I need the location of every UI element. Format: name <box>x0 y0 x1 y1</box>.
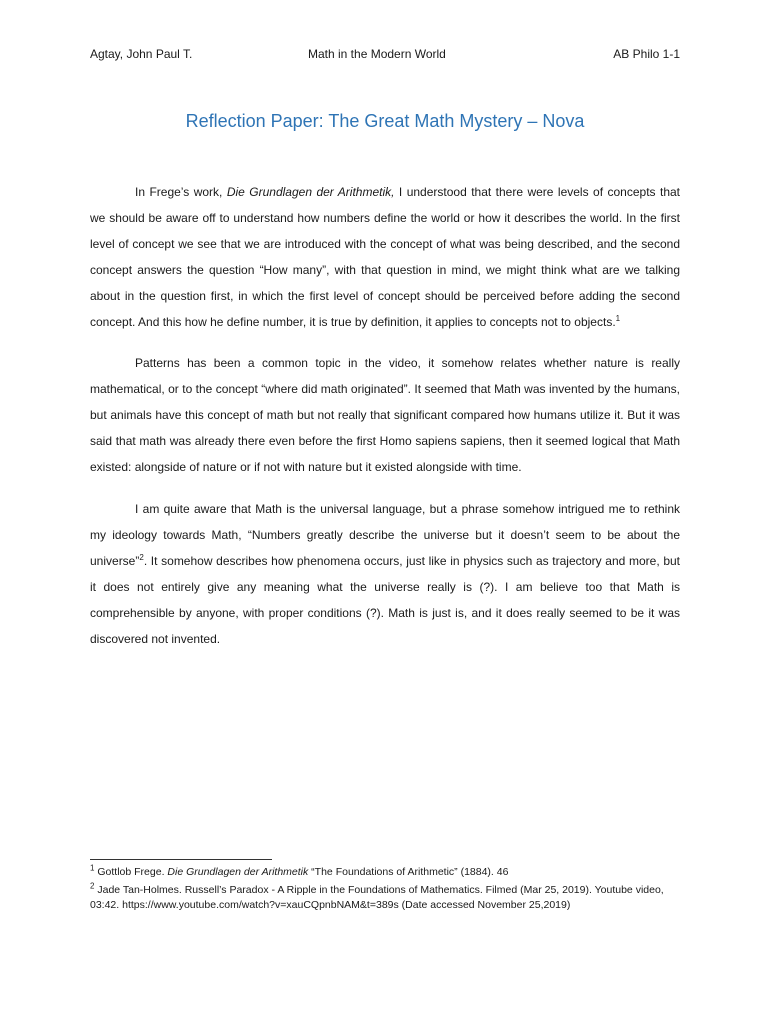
footnote-ref-2: 2 <box>139 552 144 562</box>
paragraph-1-intro: In Frege’s work, <box>135 185 227 199</box>
header-author: Agtay, John Paul T. <box>90 47 193 61</box>
footnote-2-number: 2 <box>90 881 95 890</box>
header-course: Math in the Modern World <box>308 47 446 61</box>
document-title: Reflection Paper: The Great Math Mystery – Nova <box>185 111 585 131</box>
document-body <box>90 180 680 668</box>
paragraph-3-text-a: I am quite aware that Math is the universal language, but a phrase somehow intrigued me to rethink my ideology towards Math, “Numbers greatly describe the universe but it doesn’t seem to be about the universe” <box>90 501 680 568</box>
footnote-1-details: “The Foundations of Arithmetic” (1884). 46 <box>308 866 509 878</box>
footnotes <box>90 865 680 916</box>
book-title: Die Grundlagen der Arithmetik, <box>226 185 395 199</box>
footnote-2-text: Jade Tan-Holmes. Russell’s Paradox - A Ripple in the Foundations of Mathematics. Filmed (Mar 25, 2019). Youtube video, 03:42. https://www.youtube.com/watch?v=xauCQpnbNAM&t=389s (Date accessed November 25,2019) <box>90 883 664 911</box>
paragraph-1 <box>90 180 680 335</box>
footnote-ref-1: 1 <box>615 313 621 323</box>
header-section: AB Philo 1-1 <box>613 47 680 61</box>
footnote-1-number: 1 <box>90 863 95 873</box>
footnote-1-book-title: Die Grundlagen der Arithmetik <box>167 866 309 878</box>
footnote-1-author: Gottlob Frege. <box>97 866 168 878</box>
page-header <box>90 47 680 65</box>
footnote-separator <box>90 859 272 860</box>
paragraph-3 <box>90 497 680 652</box>
paragraph-2: Patterns has been a common topic in the video, it somehow relates whether nature is really mathematical, or to the concept “where did math originated”. It seemed that Math was invented by the humans, but animals have this concept of math but not really that significant compared how humans utilize it. But it was said that math was already there even before the first Homo sapiens sapiens, then it seemed logical that Math existed: alongside of nature or if not with nature but it existed alongside with time. <box>90 356 680 475</box>
paragraph-1-text: I understood that there were levels of concepts that we should be aware off to understand how numbers define the world or how it describes the world. In the first level of concept we see that we are introduced with the concept of what was being described, and the second concept answers the question “How many”, with that question in mind, we might think what are we talking about in the question first, in which the first level of concept should be perceived before adding the second concept. And this how he define number, it is true by definition, it applies to concepts not to objects. <box>90 185 680 329</box>
footnote-1 <box>90 865 680 881</box>
paragraph-3-text-b: . It somehow describes how phenomena occurs, just like in physics such as trajectory and more, but it does not entirely give any meaning what the universe really is (?). I am believe too that Math is comprehensible by anyone, with proper conditions (?). Math is just is, and it does really seemed to be it was discovered not invented. <box>90 553 680 646</box>
footnote-2 <box>90 883 680 914</box>
